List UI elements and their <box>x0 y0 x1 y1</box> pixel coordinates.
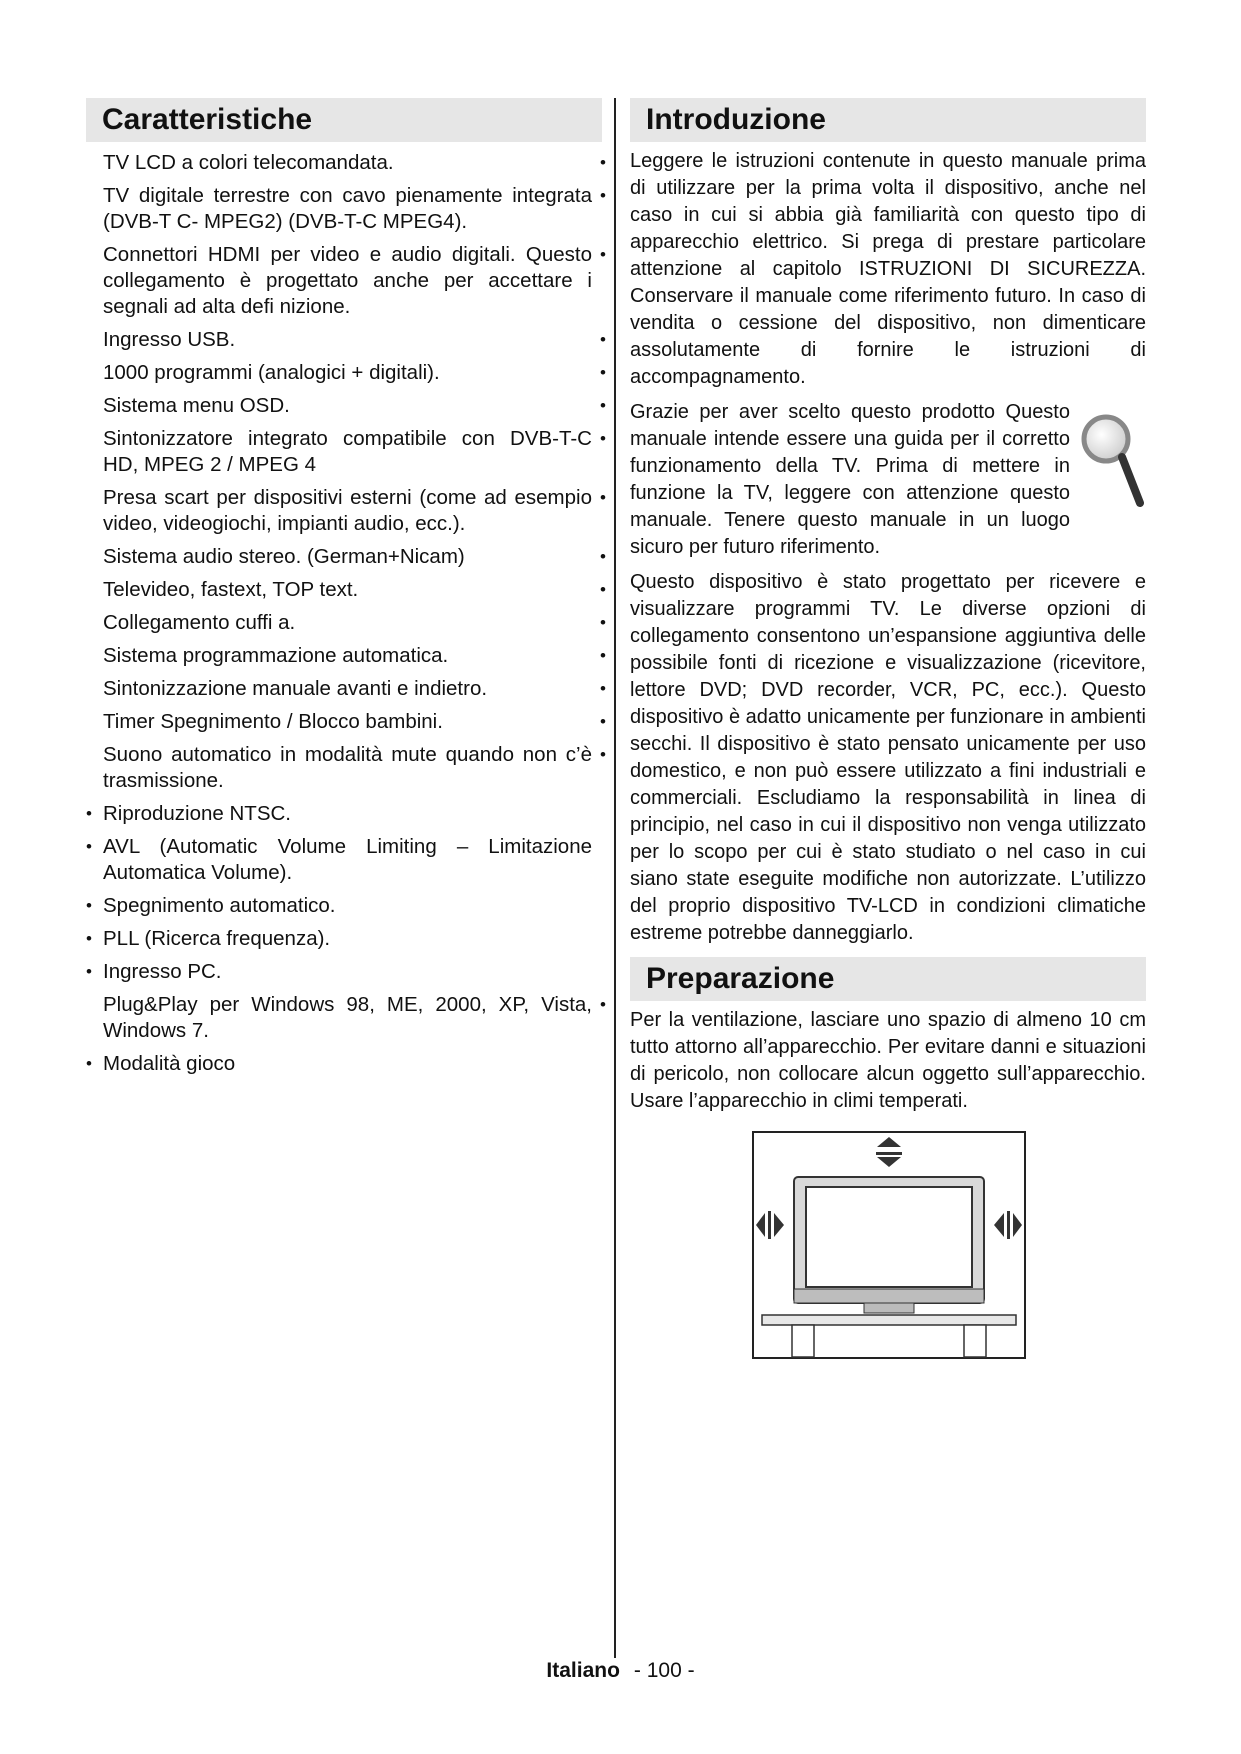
tv-ventilation-diagram <box>752 1131 1026 1359</box>
introduction-title: Introduzione <box>630 98 1146 142</box>
preparation-paragraph: Per la ventilazione, lasciare uno spazio di almeno 10 cm tutto attorno all’apparecchio. Per evitare danni e situazioni di pericolo, non collocare alcun oggetto sull’apparecchio. Usare l’apparecchio in climi temperati. <box>630 1009 1146 1112</box>
feature-text: Presa scart per dispositivi esterni (come ad esempio video, videogiochi, impianti audio, ecc.). <box>103 486 592 535</box>
shelf <box>762 1315 1016 1325</box>
feature-text: Sistema audio stereo. (German+Nicam) <box>103 545 465 568</box>
feature-item <box>86 327 606 353</box>
feature-text: AVL (Automatic Volume Limiting – Limitazione Automatica Volume). <box>103 835 592 884</box>
feature-text: Ingresso PC. <box>103 960 222 983</box>
bullet-icon: • <box>600 679 606 698</box>
bullet-icon: • <box>600 245 606 264</box>
feature-item <box>86 577 606 603</box>
intro-paragraph-1: Leggere le istruzioni contenute in questo manuale prima di utilizzare per la prima volta il dispositivo, anche nel caso in cui si abbia già familiarità con questo tipo di apparecchio elettrico. Si prega di prestare particolare attenzione al capitolo ISTRUZIONI DI SICUREZZA. Conservare il manuale come riferimento futuro. In caso di vendita o cessione del dispositivo, non dimenticare assolutamente di fornire le istruzioni di accompagnamento. <box>630 150 1146 388</box>
feature-text: Modalità gioco <box>103 1052 236 1075</box>
intro-paragraph-2-block <box>630 399 1146 561</box>
page-number: - 100 - <box>633 1659 695 1682</box>
bullet-icon: • <box>86 1054 92 1073</box>
intro-paragraph-3: Questo dispositivo è stato progettato per ricevere e visualizzare programmi TV. Le diverse opzioni di collegamento consentono un’espansione aggiuntiva delle possibile fonti di ricezione e visualizzazione (ricevitore, lettore DVD; DVD recorder, VCR, PC, ecc.). Questo dispositivo è adatto unicamente per funzionare in ambienti secchi. Il dispositivo è stato pensato unicamente per uso domestico, e non può essere utilizzato a fini industriali e commerciali. Escludiamo la responsabilità in linea di principio, nel caso in cui il dispositivo non venga utilizzato per lo scopo per cui è stato studiato o nel caso in cui siano state eseguite modifiche non autorizzate. L’utilizzo del proprio dispositivo TV-LCD in condizioni climatiche estreme potrebbe danneggiarlo. <box>630 571 1146 944</box>
bullet-icon: • <box>600 363 606 382</box>
feature-text: TV LCD a colori telecomandata. <box>103 151 394 174</box>
bullet-icon: • <box>600 613 606 632</box>
feature-text: Suono automatico in modalità mute quando non c’è trasmissione. <box>103 743 592 792</box>
feature-item <box>86 485 606 537</box>
feature-text: Sistema menu OSD. <box>103 394 290 417</box>
feature-item <box>86 742 606 794</box>
bullet-icon: • <box>600 547 606 566</box>
feature-item <box>86 643 606 669</box>
preparation-title: Preparazione <box>630 957 1146 1001</box>
bullet-icon: • <box>86 962 92 981</box>
feature-text: Sintonizzazione manuale avanti e indietro. <box>103 677 488 700</box>
feature-item <box>86 544 606 570</box>
feature-text: Collegamento cuffi a. <box>103 611 296 634</box>
feature-item <box>86 926 606 952</box>
feature-text: Sistema programmazione automatica. <box>103 644 449 667</box>
column-divider <box>614 98 616 1658</box>
feature-item <box>86 959 606 985</box>
feature-item <box>86 360 606 386</box>
feature-text: Ingresso USB. <box>103 328 236 351</box>
feature-text: Spegnimento automatico. <box>103 894 336 917</box>
feature-item <box>86 676 606 702</box>
bullet-icon: • <box>600 580 606 599</box>
bullet-icon: • <box>600 712 606 731</box>
features-list <box>86 150 606 1077</box>
feature-item <box>86 393 606 419</box>
right-column <box>630 98 1146 1359</box>
intro-paragraph-2: Grazie per aver scelto questo prodotto Questo manuale intende essere una guida per il corretto funzionamento della TV. Prima di mettere in funzione la TV, leggere con attenzione questo manuale. Tenere questo manuale in un luogo sicuro per futuro riferimento. <box>630 401 1070 558</box>
features-title: Caratteristiche <box>86 98 602 142</box>
feature-item <box>86 183 606 235</box>
feature-item <box>86 992 606 1044</box>
feature-text: 1000 programmi (analogici + digitali). <box>103 361 440 384</box>
feature-text: Timer Spegnimento / Blocco bambini. <box>103 710 443 733</box>
feature-item <box>86 893 606 919</box>
footer-language: Italiano <box>546 1659 620 1682</box>
feature-text: Connettori HDMI per video e audio digitali. Questo collegamento è progettato anche per accettare i segnali ad alta defi nizione. <box>103 243 592 318</box>
bullet-icon: • <box>600 186 606 205</box>
feature-item <box>86 426 606 478</box>
bullet-icon: • <box>86 804 92 823</box>
bullet-icon: • <box>86 929 92 948</box>
feature-text: Televideo, fastext, TOP text. <box>103 578 359 601</box>
feature-text: Plug&Play per Windows 98, ME, 2000, XP, Vista, Windows 7. <box>103 993 592 1042</box>
bullet-icon: • <box>600 995 606 1014</box>
tv-stand <box>864 1303 914 1313</box>
feature-item <box>86 801 606 827</box>
feature-item <box>86 834 606 886</box>
feature-text: PLL (Ricerca frequenza). <box>103 927 331 950</box>
feature-item <box>86 709 606 735</box>
feature-item <box>86 1051 606 1077</box>
magnifier-icon <box>1078 411 1146 511</box>
bullet-icon: • <box>86 837 92 856</box>
bullet-icon: • <box>600 488 606 507</box>
bullet-icon: • <box>600 330 606 349</box>
bullet-icon: • <box>86 896 92 915</box>
left-column <box>86 98 606 1084</box>
bullet-icon: • <box>600 646 606 665</box>
bullet-icon: • <box>600 396 606 415</box>
feature-item <box>86 242 606 320</box>
feature-item <box>86 610 606 636</box>
tv-screen <box>806 1187 972 1287</box>
feature-item <box>86 150 606 176</box>
bullet-icon: • <box>600 745 606 764</box>
feature-text: Riproduzione NTSC. <box>103 802 291 825</box>
feature-text: TV digitale terrestre con cavo pienamente integrata (DVB-T C- MPEG2) (DVB-T-C MPEG4). <box>103 184 592 233</box>
page-footer <box>0 1658 1241 1684</box>
bullet-icon: • <box>600 153 606 172</box>
bullet-icon: • <box>600 429 606 448</box>
feature-text: Sintonizzatore integrato compatibile con DVB-T-C HD, MPEG 2 / MPEG 4 <box>103 427 592 476</box>
